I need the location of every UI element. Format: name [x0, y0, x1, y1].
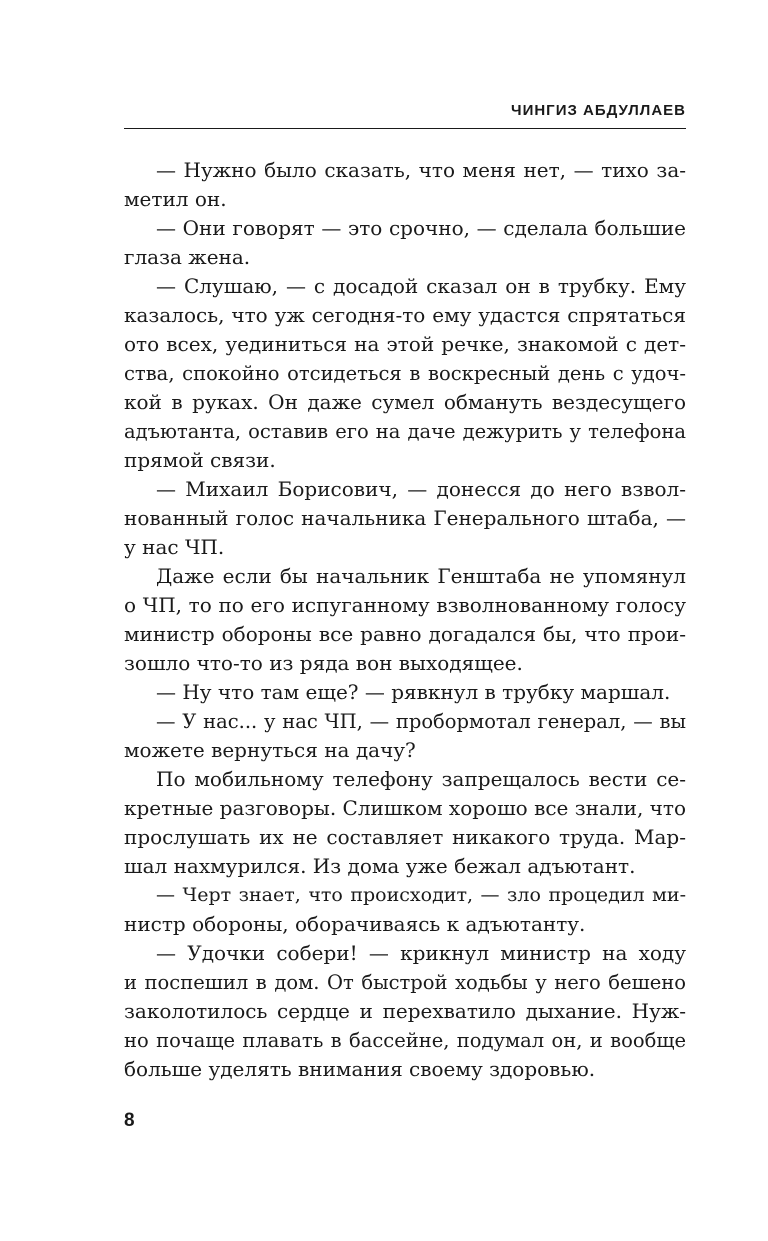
text-line: и поспешил в дом. От быстрой ходьбы у него бешено — [124, 971, 686, 994]
text-line: глаза жена. — [124, 245, 251, 269]
text-line: нованный голос начальника Генерального штаба, — — [124, 506, 686, 530]
running-header — [124, 100, 686, 129]
text-line: По мобильному телефону запрещалось вести се- — [156, 767, 686, 791]
text-line: о ЧП, то по его испуганному взволнованному голосу — [124, 593, 686, 617]
text-line: ства, спокойно отсидеться в воскресный день с удоч- — [124, 362, 686, 385]
text-line: нистр обороны, оборачиваясь к адъютанту. — [124, 912, 586, 936]
body-text — [124, 156, 686, 1084]
text-line: метил он. — [124, 187, 227, 211]
text-line: больше уделять внимания своему здоровью. — [124, 1057, 596, 1081]
text-line: кретные разговоры. Слишком хорошо все знали, что — [124, 796, 686, 820]
text-line: прямой связи. — [124, 448, 276, 472]
author-name: ЧИНГИЗ АБДУЛЛАЕВ — [511, 102, 686, 119]
text-line: адъютанта, оставив его на даче дежурить у телефона — [124, 420, 686, 443]
text-line: ото всех, уединиться на этой речке, знакомой с дет- — [124, 332, 686, 356]
text-line: — У нас... у нас ЧП, — пробормотал генерал, — вы — [156, 710, 686, 733]
text-line: — Слушаю, — с досадой сказал он в трубку. Ему — [156, 274, 686, 298]
text-line: кой в руках. Он даже сумел обмануть вездесущего — [124, 390, 686, 414]
text-line: казалось, что уж сегодня-то ему удастся спрятаться — [124, 303, 686, 327]
text-line: прослушать их не составляет никакого труда. Мар- — [124, 825, 686, 849]
text-line: — Они говорят — это срочно, — сделала большие — [156, 216, 686, 240]
text-line: — Черт знает, что происходит, — зло процедил ми- — [156, 884, 686, 906]
text-line: министр обороны все равно догадался бы, что прои- — [124, 622, 686, 646]
text-line: — Удочки собери! — крикнул министр на ходу — [156, 941, 686, 965]
text-line: но почаще плавать в бассейне, подумал он, и вообще — [124, 1029, 686, 1052]
text-line: — Ну что там еще? — рявкнул в трубку маршал. — [156, 680, 671, 704]
text-line: зошло что-то из ряда вон выходящее. — [124, 651, 523, 675]
text-line: можете вернуться на дачу? — [124, 738, 416, 762]
text-line: заколотилось сердце и перехватило дыхание. Нуж- — [124, 999, 686, 1023]
text-line: Даже если бы начальник Генштаба не упомянул — [156, 564, 686, 588]
text-line: шал нахмурился. Из дома уже бежал адъютант. — [124, 854, 636, 878]
text-line: — Нужно было сказать, что меня нет, — тихо за- — [156, 158, 686, 182]
text-line: — Михаил Борисович, — донесся до него взвол- — [156, 477, 686, 501]
text-line: у нас ЧП. — [124, 535, 225, 559]
page-number: 8 — [124, 1110, 135, 1131]
